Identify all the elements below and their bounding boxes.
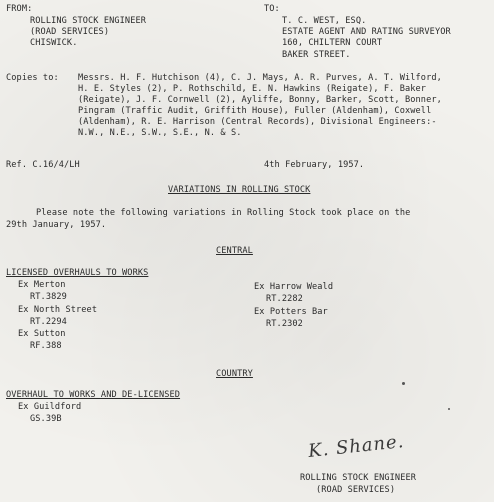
central-item-5-code: RT.2302	[266, 319, 303, 329]
central-item-4-code: RT.2282	[266, 294, 303, 304]
delicensed-heading: OVERHAUL TO WORKS AND DE-LICENSED	[6, 390, 181, 400]
central-item-1-code: RT.3829	[30, 292, 67, 302]
central-item-1-from: Ex Merton	[18, 280, 66, 290]
copies-line-2: H. E. Styles (2), P. Rothschild, E. N. Hawkins (Reigate), F. Baker	[78, 84, 427, 94]
central-item-5-from: Ex Potters Bar	[254, 307, 328, 317]
paper-speck	[402, 382, 405, 385]
country-item-1-from: Ex Guildford	[18, 402, 82, 412]
central-item-3-code: RF.388	[30, 341, 62, 351]
to-line-3: 160, CHILTERN COURT	[282, 38, 383, 48]
memo-date: 4th February, 1957.	[264, 160, 365, 170]
intro-line-2: 29th January, 1957.	[6, 220, 107, 230]
country-heading: COUNTRY	[216, 369, 253, 379]
copies-line-5: (Aldenham), R. E. Harrison (Central Records), Divisional Engineers:-	[78, 117, 437, 127]
reference: Ref. C.16/4/LH	[6, 160, 80, 170]
to-line-4: BAKER STREET.	[282, 50, 351, 60]
handwritten-signature: K. Shane.	[307, 431, 406, 462]
from-line-2: (ROAD SERVICES)	[30, 27, 110, 37]
from-label: FROM:	[6, 4, 33, 14]
central-heading: CENTRAL	[216, 246, 253, 256]
signoff-line-2: (ROAD SERVICES)	[316, 485, 396, 495]
intro-line-1: Please note the following variations in Rolling Stock took place on the	[36, 208, 411, 218]
central-item-4-from: Ex Harrow Weald	[254, 282, 334, 292]
copies-line-1: Messrs. H. F. Hutchison (4), C. J. Mays, A. R. Purves, A. T. Wilford,	[78, 73, 442, 83]
from-line-3: CHISWICK.	[30, 38, 78, 48]
licensed-overhauls-heading: LICENSED OVERHAULS TO WORKS	[6, 268, 149, 278]
paper-speck	[448, 408, 450, 410]
to-line-1: T. C. WEST, ESQ.	[282, 16, 367, 26]
copies-line-4: Pingram (Traffic Audit, Griffith House), Fuller (Aldenham), Coxwell	[78, 106, 432, 116]
from-line-1: ROLLING STOCK ENGINEER	[30, 16, 147, 26]
to-line-2: ESTATE AGENT AND RATING SURVEYOR	[282, 27, 451, 37]
signoff-line-1: ROLLING STOCK ENGINEER	[300, 473, 417, 483]
country-item-1-code: GS.39B	[30, 414, 62, 424]
central-item-2-from: Ex North Street	[18, 305, 98, 315]
to-label: TO:	[264, 4, 280, 14]
copies-line-6: N.W., N.E., S.W., S.E., N. & S.	[78, 128, 242, 138]
copies-label: Copies to:	[6, 73, 59, 83]
memo-title: VARIATIONS IN ROLLING STOCK	[168, 185, 311, 195]
central-item-2-code: RT.2294	[30, 317, 67, 327]
central-item-3-from: Ex Sutton	[18, 329, 66, 339]
copies-line-3: (Reigate), J. F. Cornwell (2), Ayliffe, Bonny, Barker, Scott, Bonner,	[78, 95, 442, 105]
